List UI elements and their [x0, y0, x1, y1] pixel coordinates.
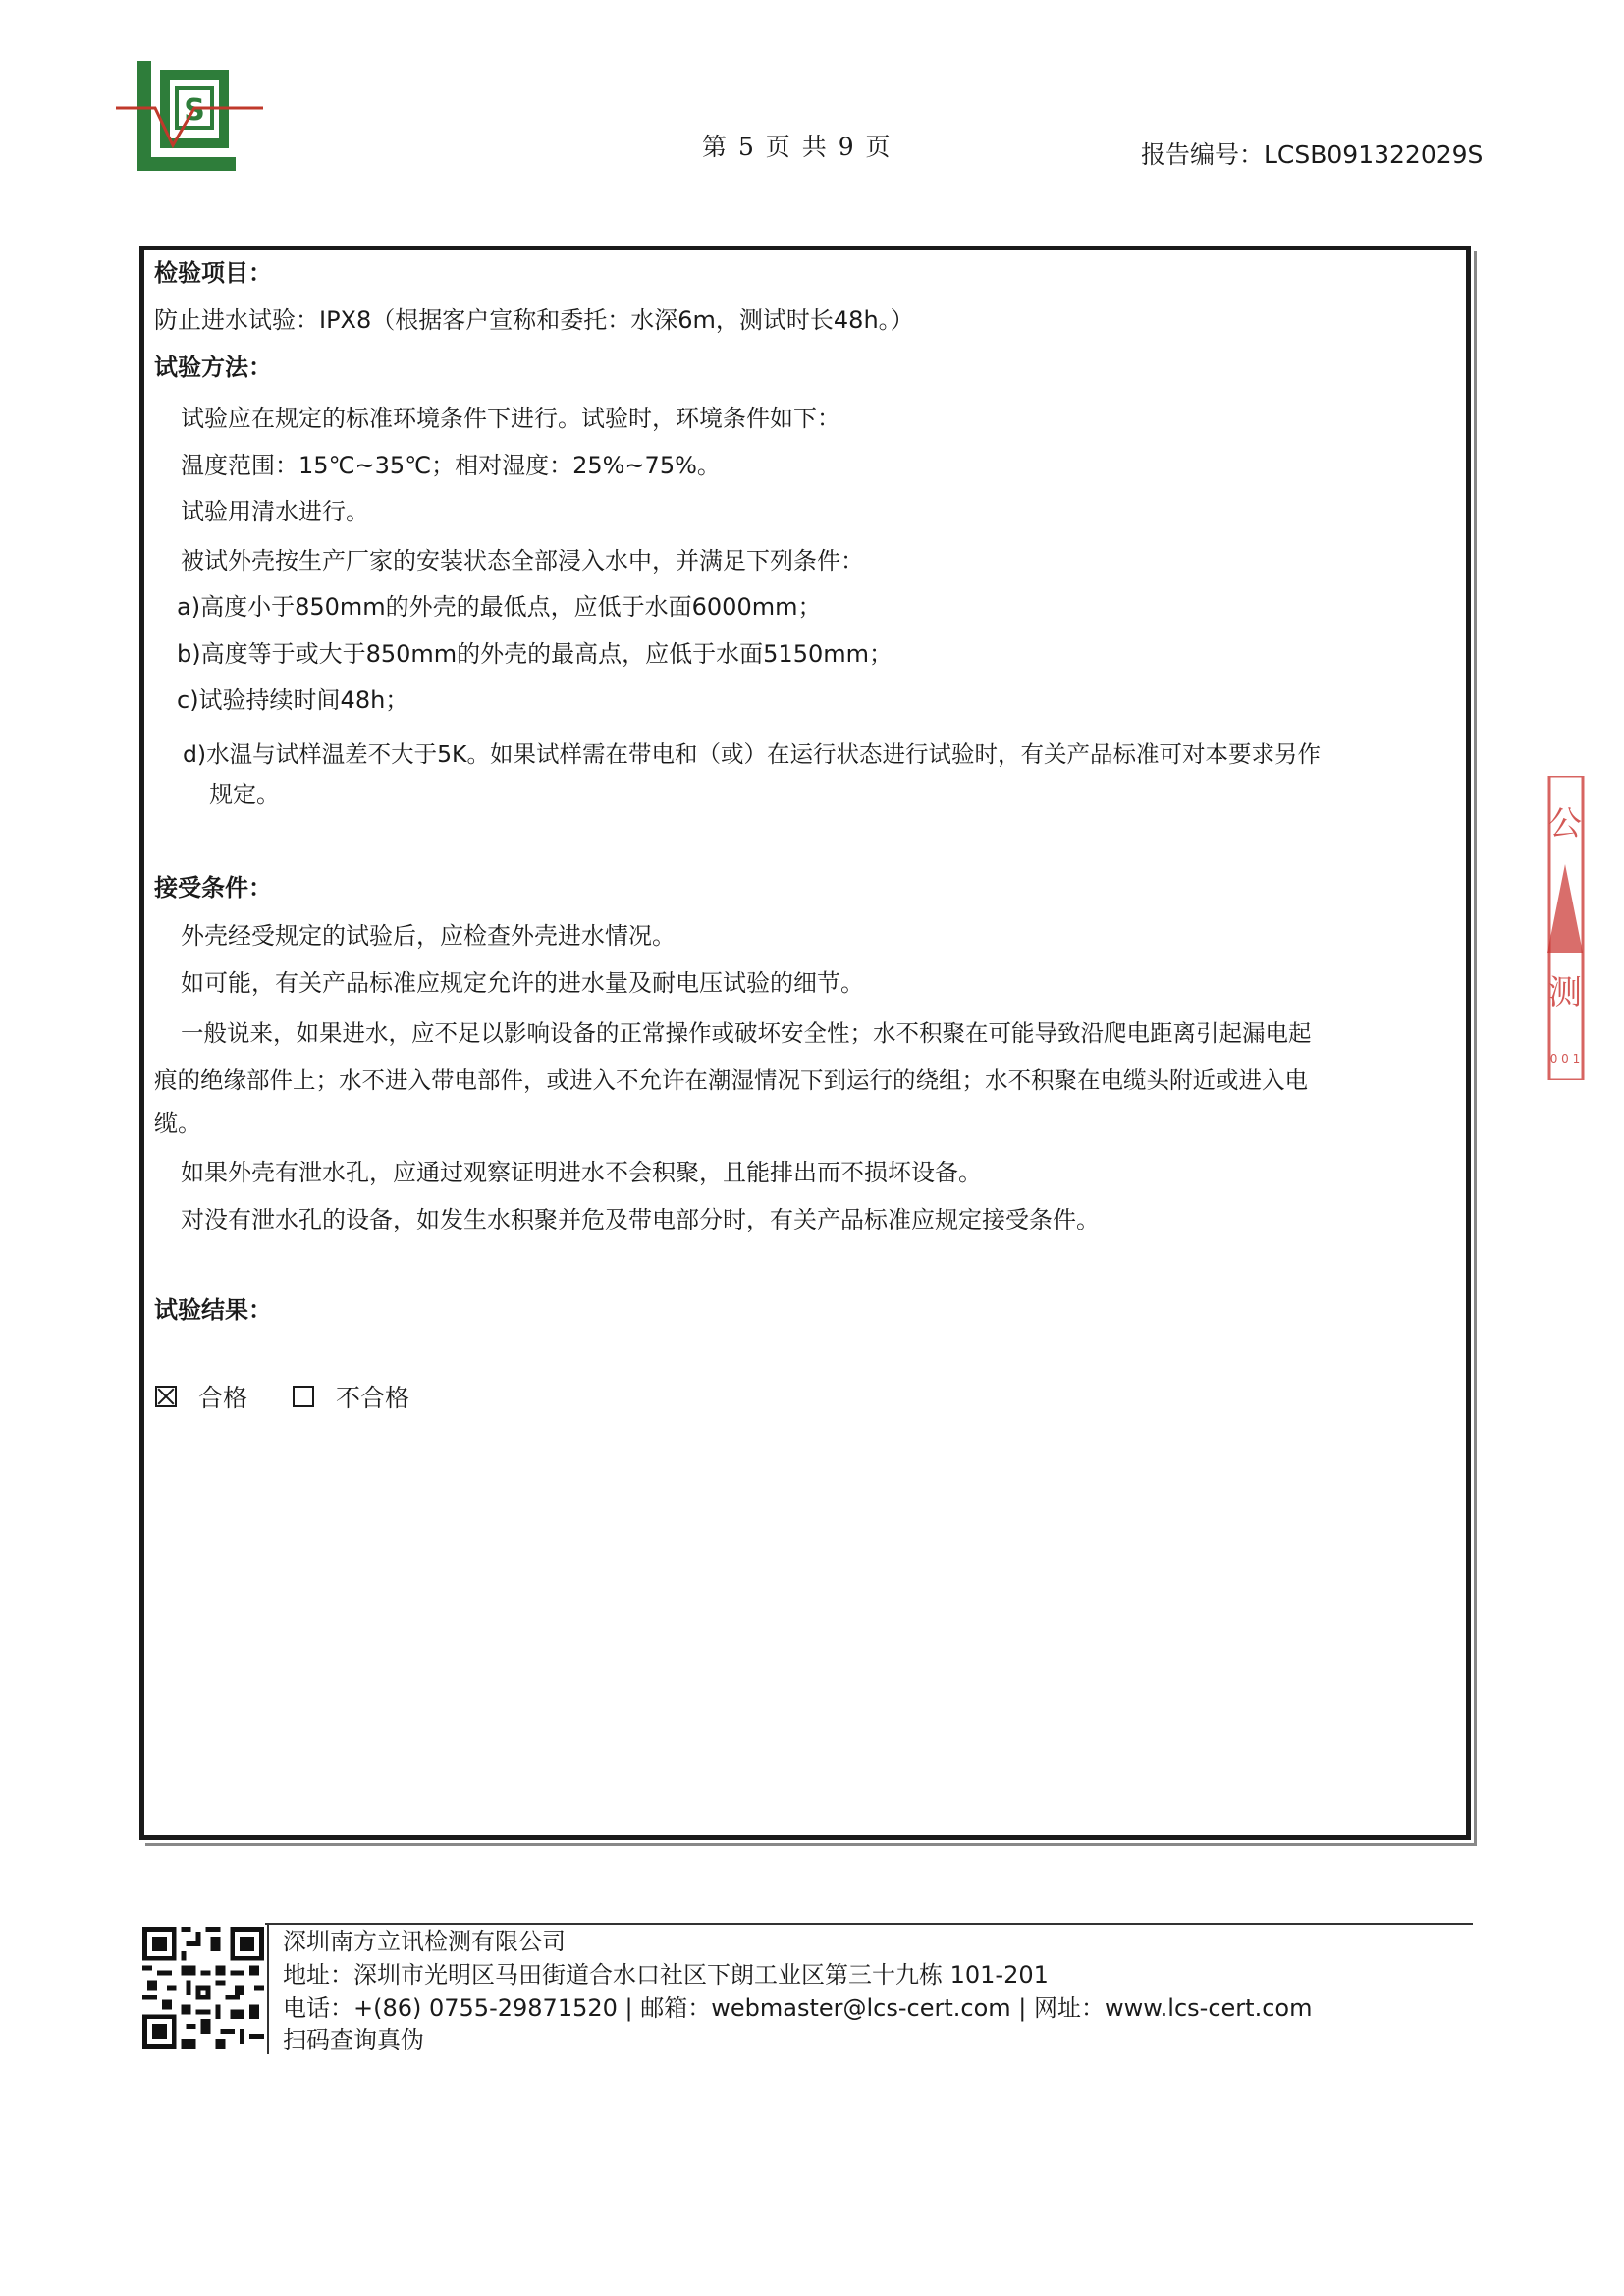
result-choices — [155, 1379, 409, 1414]
method-line: c)试验持续时间48h； — [177, 686, 409, 714]
pass-checkbox[interactable] — [155, 1386, 177, 1407]
pass-label: 合格 — [198, 1384, 248, 1412]
footer-scan-note: 扫码查询真伪 — [283, 2026, 424, 2053]
footer-contact: 电话：+(86) 0755-29871520 | 邮箱：webmaster@lcs-cert.com | 网址：www.lcs-cert.com — [283, 1995, 1313, 2022]
lcs-logo — [116, 59, 263, 175]
item-text: 防止进水试验：IPX8（根据客户宣称和委托：水深6m，测试时长48h。） — [154, 306, 914, 334]
svg-text:0 0 1: 0 0 1 — [1549, 1052, 1581, 1066]
svg-text:公: 公 — [1548, 804, 1582, 844]
accept-line: 痕的绝缘部件上；水不进入带电部件，或进入不允许在潮湿情况下到运行的绕组；水不积聚在电缆头附近或进入电 — [154, 1066, 1308, 1094]
qr-code-icon — [142, 1927, 264, 2049]
accept-line: 一般说来，如果进水，应不足以影响设备的正常操作或破坏安全性；水不积聚在可能导致沿爬电距离引起漏电起 — [181, 1019, 1312, 1047]
result-heading: 试验结果： — [154, 1296, 272, 1324]
footer-divider — [267, 1925, 269, 2054]
footer-company: 深圳南方立讯检测有限公司 — [283, 1928, 566, 1955]
method-line: d)水温与试样温差不大于5K。如果试样需在带电和（或）在运行状态进行试验时，有关产品标准可对本要求另作 — [183, 740, 1321, 768]
accept-line: 外壳经受规定的试验后，应检查外壳进水情况。 — [181, 922, 676, 950]
accept-heading: 接受条件： — [154, 874, 272, 902]
fail-checkbox[interactable] — [293, 1386, 314, 1407]
svg-text:S: S — [184, 93, 205, 128]
accept-line: 缆。 — [154, 1110, 201, 1137]
item-heading: 检验项目： — [154, 259, 272, 287]
method-line: 试验应在规定的标准环境条件下进行。试验时，环境条件如下： — [181, 405, 840, 432]
method-line: 规定。 — [209, 781, 280, 808]
accept-line: 如可能，有关产品标准应规定允许的进水量及耐电压试验的细节。 — [181, 969, 864, 997]
method-line: 被试外壳按生产厂家的安装状态全部浸入水中，并满足下列条件： — [181, 547, 864, 574]
accept-line: 对没有泄水孔的设备，如发生水积聚并危及带电部分时，有关产品标准应规定接受条件。 — [181, 1206, 1100, 1233]
method-line: b)高度等于或大于850mm的外壳的最高点，应低于水面5150mm； — [177, 640, 893, 668]
footer-rule — [265, 1923, 1473, 1925]
method-heading: 试验方法： — [154, 354, 272, 381]
svg-text:测: 测 — [1548, 973, 1582, 1012]
seal-stamp-fragment — [1542, 776, 1585, 1080]
page-number: 第 5 页 共 9 页 — [702, 133, 893, 161]
fail-label: 不合格 — [336, 1384, 410, 1412]
method-line: 温度范围：15℃~35℃；相对湿度：25%~75%。 — [181, 452, 721, 479]
footer-address: 地址：深圳市光明区马田街道合水口社区下朗工业区第三十九栋 101-201 — [283, 1961, 1049, 1989]
method-line: 试验用清水进行。 — [181, 498, 369, 525]
method-line: a)高度小于850mm的外壳的最低点，应低于水面6000mm； — [177, 593, 822, 621]
report-number: 报告编号：LCSB091322029S — [1141, 140, 1484, 169]
accept-line: 如果外壳有泄水孔，应通过观察证明进水不会积聚，且能排出而不损坏设备。 — [181, 1159, 982, 1186]
